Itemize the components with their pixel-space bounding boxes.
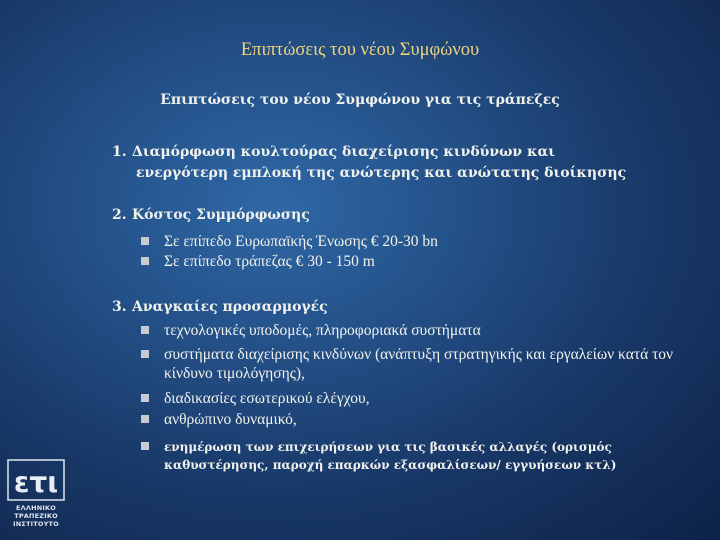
section-2-heading-text: Κόστος Συμμόρφωσης	[132, 207, 310, 223]
square-bullet-icon	[141, 237, 149, 245]
section-3-heading-text: Αναγκαίες προσαρμογές	[132, 299, 328, 315]
list-item-text: συστήματα διαχείρισης κινδύνων (ανάπτυξη στρατηγικής και εργαλείων κατά τον κίνδυνο τιμολόγησης),	[164, 346, 674, 382]
section-2-heading	[112, 205, 310, 226]
eti-logo-mark	[6, 458, 66, 502]
square-bullet-icon	[141, 257, 149, 265]
square-bullet-icon	[141, 415, 149, 423]
list-item	[141, 438, 701, 474]
square-bullet-icon	[141, 442, 149, 450]
logo-caption	[6, 504, 66, 528]
list-item-text: τεχνολογικές υποδομές, πληροφοριακά συστήματα	[164, 322, 481, 339]
slide-title: Επιπτώσεις του νέου Συμφώνου	[240, 40, 480, 60]
section-1-number: 1.	[112, 144, 127, 160]
list-item	[141, 321, 701, 340]
list-item	[141, 389, 701, 408]
section-3-number: 3.	[112, 299, 127, 315]
section-1-heading	[112, 142, 626, 184]
list-item-text: διαδικασίες εσωτερικού ελέγχου,	[164, 390, 370, 407]
list-item	[141, 252, 701, 271]
slide-subtitle: Επιπτώσεις του νέου Συμφώνου για τις τράπεζες	[160, 92, 560, 108]
list-item-text: ανθρώπινο δυναμικό,	[164, 411, 297, 428]
logo-mark-text: ετι	[13, 466, 59, 499]
section-1-heading-line1: Διαμόρφωση κουλτούρας διαχείρισης κινδύνων και	[132, 144, 556, 160]
section-1-heading-line2: ενεργότερη εμπλοκή της ανώτερης και ανώτατης διοίκησης	[136, 165, 627, 181]
list-item-text: Σε επίπεδο Ευρωπαϊκής Ένωσης € 20-30 bn	[164, 233, 438, 250]
square-bullet-icon	[141, 350, 149, 358]
list-item-text: ενημέρωση των επιχειρήσεων για τις βασικές αλλαγές (ορισμός καθυστέρησης, παροχή επαρκών εξασφαλίσεων/ εγγυήσεων κτλ)	[164, 440, 617, 472]
logo-line-2: ΤΡΑΠΕΖΙΚΟ	[14, 512, 58, 520]
hellenic-banking-institute-logo	[6, 458, 66, 536]
list-item	[141, 410, 701, 429]
section-3-heading	[112, 297, 328, 318]
list-item-text: Σε επίπεδο τράπεζας € 30 - 150 m	[164, 253, 375, 270]
square-bullet-icon	[141, 326, 149, 334]
square-bullet-icon	[141, 394, 149, 402]
list-item	[141, 232, 701, 251]
section-2-number: 2.	[112, 207, 127, 223]
list-item	[141, 345, 701, 383]
logo-line-1: ΕΛΛΗΝΙΚΟ	[16, 504, 56, 512]
logo-line-3: ΙΝΣΤΙΤΟΥΤΟ	[13, 520, 59, 528]
